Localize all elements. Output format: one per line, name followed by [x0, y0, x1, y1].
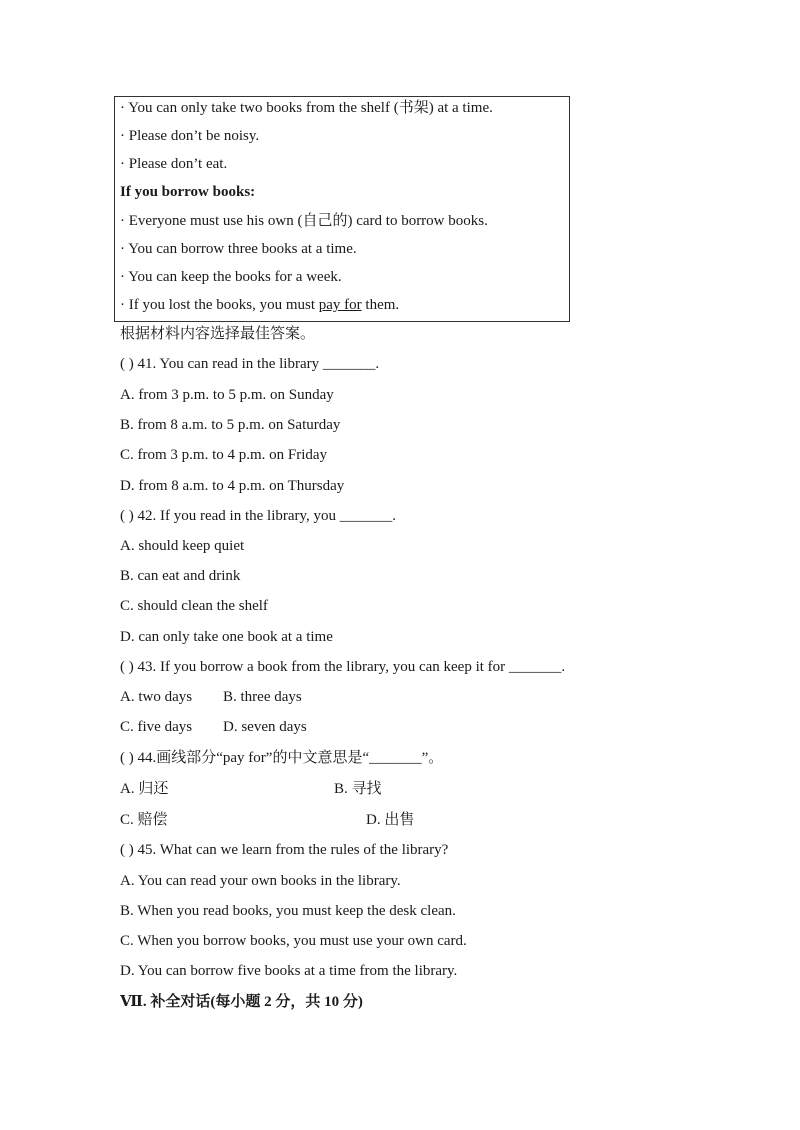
rule-line-eat: · Please don’t eat. — [120, 156, 228, 172]
question-43-stem: ( ) 43. If you borrow a book from the library, you can keep it for _______. — [120, 659, 566, 675]
question-45-option-d: D. You can borrow five books at a time from the library. — [120, 963, 458, 979]
question-45-stem: ( ) 45. What can we learn from the rules of the library? — [120, 842, 449, 858]
question-43-option-c: C. five days — [120, 719, 193, 735]
question-45-option-c: C. When you borrow books, you must use your own card. — [120, 933, 467, 949]
question-42-option-c: C. should clean the shelf — [120, 598, 268, 614]
rule-line-shelf: · You can only take two books from the shelf (书架) at a time. — [120, 100, 493, 116]
question-45-option-a: A. You can read your own books in the library. — [120, 873, 401, 889]
rule-heading-borrow: If you borrow books: — [120, 184, 256, 200]
question-44-option-d: D. 出售 — [366, 812, 415, 828]
rule-line-three-books: · You can borrow three books at a time. — [120, 241, 357, 257]
question-41-option-c: C. from 3 p.m. to 4 p.m. on Friday — [120, 447, 328, 463]
section-heading-dialogue: Ⅶ. 补全对话(每小题 2 分，共 10 分) — [120, 994, 363, 1010]
question-41-option-b: B. from 8 a.m. to 5 p.m. on Saturday — [120, 417, 341, 433]
rule-line-lost-text: · If you lost the books, you must — [120, 297, 319, 313]
question-43-option-a: A. two days — [120, 689, 193, 705]
question-41-option-d: D. from 8 a.m. to 4 p.m. on Thursday — [120, 478, 345, 494]
instruction: 根据材料内容选择最佳答案。 — [120, 326, 316, 342]
question-44-option-c: C. 赔偿 — [120, 812, 168, 828]
question-42-option-a: A. should keep quiet — [120, 538, 245, 554]
rule-line-week: · You can keep the books for a week. — [120, 269, 342, 285]
rule-line-lost — [120, 296, 399, 314]
question-41-stem: ( ) 41. You can read in the library _______. — [120, 356, 380, 372]
question-44-option-a: A. 归还 — [120, 781, 169, 797]
question-43-option-d: D. seven days — [223, 719, 307, 735]
pay-for-underlined: pay for — [318, 297, 362, 313]
question-41-option-a: A. from 3 p.m. to 5 p.m. on Sunday — [120, 387, 334, 403]
question-44-stem: ( ) 44.画线部分“pay for”的中文意思是“_______”。 — [120, 750, 444, 766]
rule-line-noisy: · Please don’t be noisy. — [120, 128, 260, 144]
question-43-option-b: B. three days — [223, 689, 302, 705]
question-42-option-d: D. can only take one book at a time — [120, 629, 333, 645]
question-42-stem: ( ) 42. If you read in the library, you _______. — [120, 508, 397, 524]
rule-line-card: · Everyone must use his own (自己的) card to borrow books. — [120, 213, 488, 229]
rule-line-lost-end: them. — [361, 297, 400, 313]
question-45-option-b: B. When you read books, you must keep the desk clean. — [120, 903, 456, 919]
question-44-option-b: B. 寻找 — [334, 781, 382, 797]
question-42-option-b: B. can eat and drink — [120, 568, 241, 584]
